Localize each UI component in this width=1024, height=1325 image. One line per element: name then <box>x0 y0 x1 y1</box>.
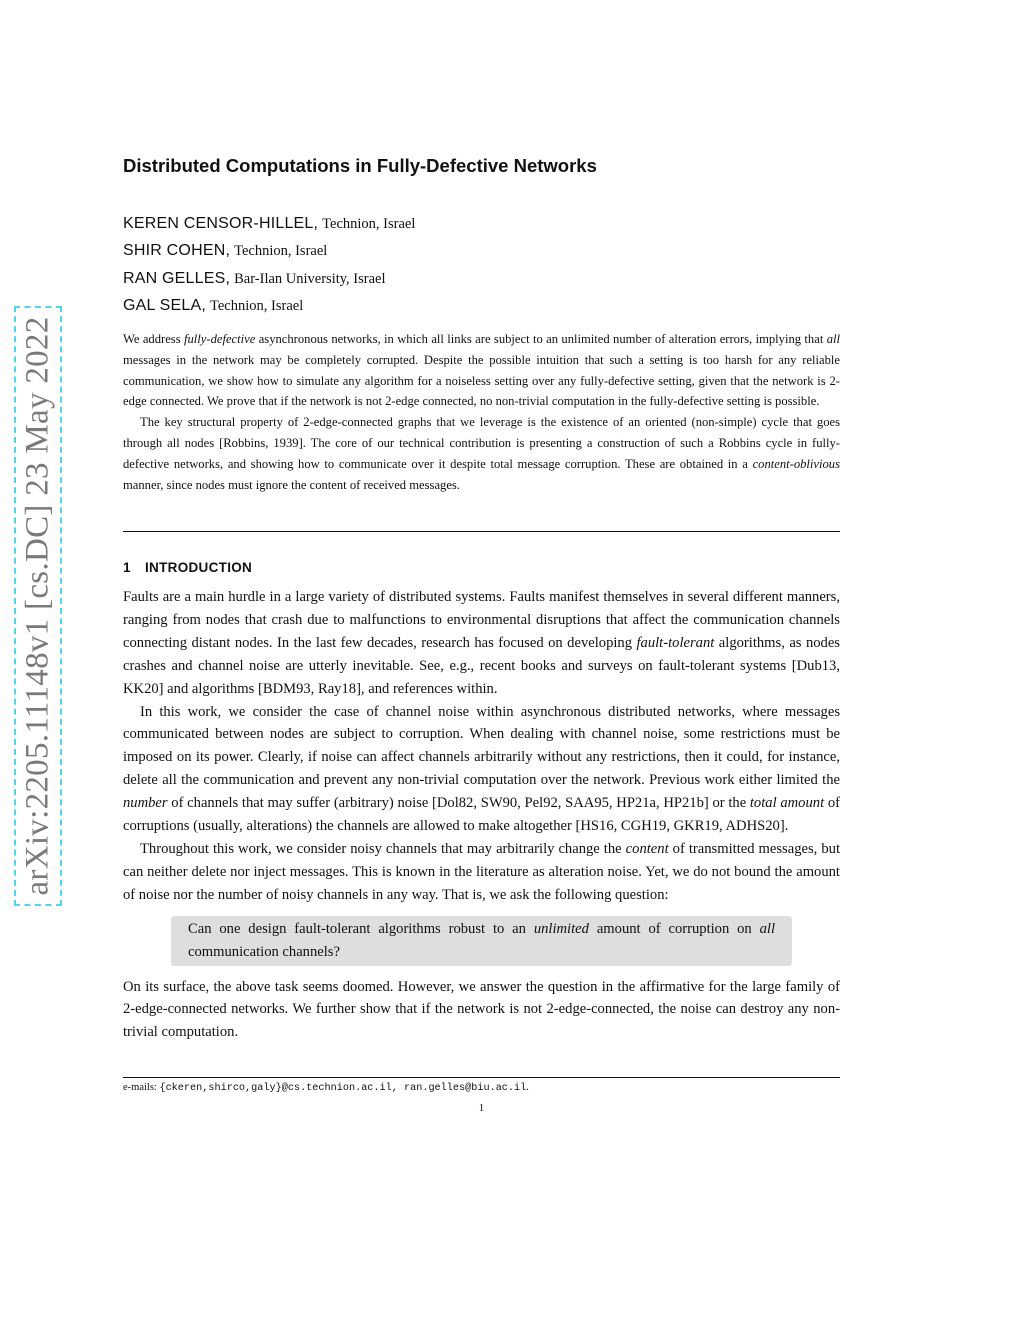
abstract <box>123 329 840 495</box>
body-emphasis: content <box>625 840 669 857</box>
body-text: of channels that may suffer (arbitrary) noise [Dol82, SW90, Pel92, SAA95, HP21a, HP21b] or the <box>167 795 750 812</box>
footnote-divider <box>123 1077 840 1078</box>
footnote-end: . <box>526 1082 529 1093</box>
author-affiliation: Technion, Israel <box>322 216 416 232</box>
body-text: Throughout this work, we consider noisy channels that may arbitrarily change the <box>140 840 626 857</box>
author-name: SHIR COHEN, <box>123 242 231 260</box>
author-affiliation: Bar-Ilan University, Israel <box>234 270 386 287</box>
author-list <box>123 212 415 321</box>
body-paragraph <box>123 586 840 701</box>
author-entry <box>123 294 415 321</box>
arxiv-stamp <box>14 306 62 906</box>
abstract-emphasis: fully-defective <box>184 332 256 346</box>
body-paragraph: On its surface, the above task seems doomed. However, we answer the question in the affirmative for the large family of 2-edge-connected networks. We further show that if the network is not 2-edge-connected, the noise can destroy any non-trivial computation. <box>123 978 840 1041</box>
abstract-paragraph <box>123 412 840 495</box>
abstract-divider <box>123 531 840 532</box>
body-text: of transmitted messages, but can neither delete nor inject messages. This is known in the literature as alteration noise. Yet, we do not bound the amount of noise nor the number of noisy channels in any way. That is, we ask the following question: <box>123 840 840 903</box>
abstract-text: We address <box>123 332 184 346</box>
footnote-label: e-mails: <box>123 1082 160 1093</box>
abstract-emphasis: all <box>826 332 840 346</box>
body-emphasis: number <box>123 795 168 812</box>
author-name: GAL SELA, <box>123 296 207 314</box>
footnote <box>123 1082 529 1094</box>
body-text: Faults are a main hurdle in a large variety of distributed systems. Faults manifest themselves in several different manners, ranging from nodes that crash due to malfunctions to environmental disruptions that affect the communication channels connecting distant nodes. In the last few decades, research has focused on developing <box>123 589 840 651</box>
body-text: In this work, we consider the case of channel noise within asynchronous distributed networks, where messages communicated between nodes are subject to corruption. When dealing with channel noise, some restrictions must be imposed on its power. Clearly, if noise can affect channels arbitrarily without any restrictions, then it could, for instance, delete all the communication and prevent any non-trivial computation over the network. Previous work either limited the <box>123 703 840 789</box>
research-question-box <box>171 916 792 966</box>
section-number: 1 <box>123 560 131 575</box>
author-affiliation: Technion, Israel <box>234 243 328 260</box>
section-title: INTRODUCTION <box>145 560 253 575</box>
page-number: 1 <box>478 1102 485 1114</box>
body-paragraph <box>123 838 840 907</box>
abstract-emphasis: content-oblivious <box>752 456 840 471</box>
author-affiliation: Technion, Israel <box>210 297 304 314</box>
abstract-paragraph <box>123 329 840 412</box>
body-emphasis: total amount <box>749 795 825 812</box>
body-paragraph <box>123 701 840 838</box>
question-text: amount of corruption on <box>588 920 760 937</box>
author-name: RAN GELLES, <box>123 269 231 287</box>
author-entry <box>123 239 415 266</box>
section-heading <box>123 560 252 575</box>
question-text: communication channels? <box>188 943 340 960</box>
abstract-text: messages in the network may be completely corrupted. Despite the possible intuition that such a setting is too harsh for any reliable communication, we show how to simulate any algorithm for a noiseless setting over any fully-defective setting, given that the network is 2-edge connected. We prove that if the network is not 2-edge connected, no non-trivial computation in the fully-defective setting is possible. <box>123 352 840 409</box>
abstract-text: manner, since nodes must ignore the content of received messages. <box>123 477 460 492</box>
author-emails: {ckeren,shirco,galy}@cs.technion.ac.il, ran.gelles@biu.ac.il <box>159 1083 527 1094</box>
question-emphasis: unlimited <box>533 920 589 937</box>
paper-title: Distributed Computations in Fully-Defective Networks <box>123 155 597 176</box>
body-text: algorithms, as nodes crashes and channel noise are utterly inevitable. See, e.g., recent books and surveys on fault-tolerant systems [Dub13, KK20] and algorithms [BDM93, Ray18], and references within. <box>123 634 840 697</box>
question-emphasis: all <box>759 920 775 937</box>
body-emphasis: fault-tolerant <box>636 634 715 651</box>
abstract-text: asynchronous networks, in which all links are subject to an unlimited number of alteration errors, implying that <box>255 332 827 346</box>
body-text: of corruptions (usually, alterations) the channels are allowed to make altogether [HS16, CGH19, GKR19, ADHS20]. <box>123 795 840 835</box>
question-text: Can one design fault-tolerant algorithms robust to an <box>188 920 534 937</box>
author-entry <box>123 267 415 294</box>
abstract-text: The key structural property of 2-edge-connected graphs that we leverage is the existence of an oriented (non-simple) cycle that goes through all nodes [Robbins, 1939]. The core of our technical contribution is presenting a construction of such a Robbins cycle in fully-defective networks, and showing how to communicate over it despite total message corruption. These are obtained in a <box>123 415 840 471</box>
author-name: KEREN CENSOR-HILLEL, <box>123 215 319 232</box>
intro-body <box>123 586 840 1044</box>
arxiv-identifier: arXiv:2205.11148v1 [cs.DC] 23 May 2022 <box>19 316 56 896</box>
author-entry <box>123 212 415 239</box>
